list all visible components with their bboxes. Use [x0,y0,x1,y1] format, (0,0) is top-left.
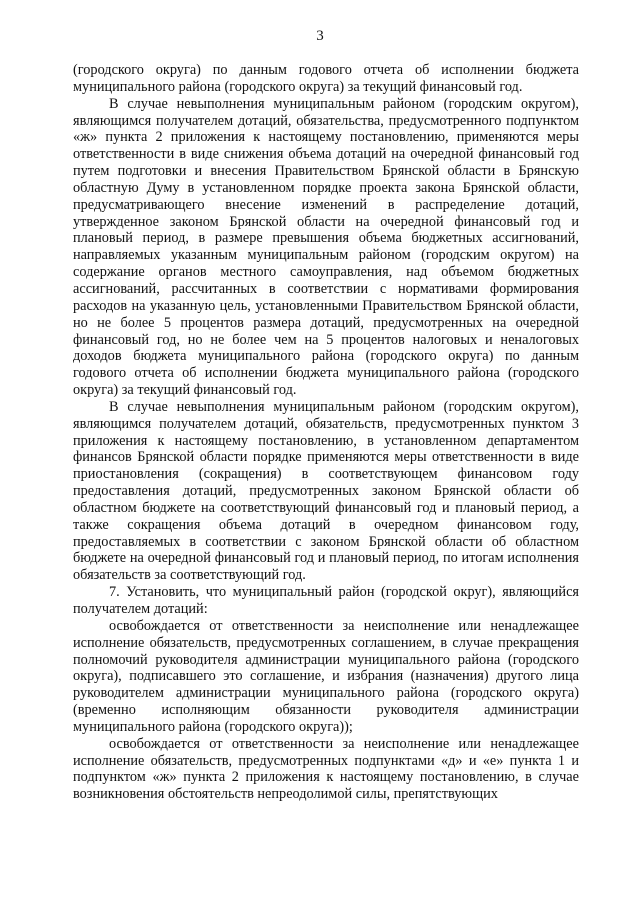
paragraph-exemption-force-majeure: освобождается от ответственности за неисполнение или ненадлежащее исполнение обязательств, предусмотренных подпунктами «д» и «е» пункта 1 и подпунктом «ж» пункта 2 приложения к настоящему постановлению, в случае возникновения обстоятельств непреодолимой силы, препятствующих [73,735,579,803]
paragraph-item-7: 7. Установить, что муниципальный район (городской округ), являющийся получателем дотаций: [73,584,579,617]
paragraph-responsibility-suspension: В случае невыполнения муниципальным районом (городским округом), являющимся получателем дотаций, обязательств, предусмотренных пунктом 3 приложения к настоящему постановлению, в установленном департаментом финансов Брянской области порядке применяются меры ответственности в виде приостановления (сокращения) в соответствующем финансовом году предоставления дотаций, предусмотренных законом Брянской области об областном бюджете на соответствующий финансовый год и плановый период, а также сокращения объема дотаций в очередном финансовом году, предоставляемых в соответствии с законом Брянской области об областном бюджете на очередной финансовый год и плановый период, по итогам исполнения обязательств за соответствующий год. [73,398,579,584]
paragraph-responsibility-reduction: В случае невыполнения муниципальным районом (городским округом), являющимся получателем дотаций, обязательства, предусмотренного подпунктом «ж» пункта 2 приложения к настоящему постановлению, применяются меры ответственности в виде снижения объема дотаций на очередной финансовый год путем подготовки и внесения Правительством Брянской области в Брянскую областную Думу в установленном порядке проекта закона Брянской области, предусматривающего внесение изменений в распределение дотаций, утвержденное законом Брянской области на очередной финансовый год и плановый период, в размере превышения объема бюджетных ассигнований, направляемых указанным муниципальным районом (городским округом) на содержание органов местного самоуправления, над объемом бюджетных ассигнований, рассчитанных в соответствии с нормативами формирования расходов на указанную цель, установленными Правительством Брянской области, но не более 5 процентов размера дотаций, предусмотренных на очередной финансовый год, но не более чем на 5 процентов налоговых и неналоговых доходов бюджета муниципального района (городского округа) по данным годового отчета об исполнении бюджета муниципального района (городского округа) за текущий финансовый год. [73,95,579,399]
page-number: 3 [316,28,324,44]
document-body [73,62,579,803]
paragraph-exemption-head-change: освобождается от ответственности за неисполнение или ненадлежащее исполнение обязательств, предусмотренных соглашением, в случае прекращения полномочий руководителя администрации муниципального района (городского округа), подписавшего это соглашение, и избрания (назначения) другого лица руководителем администрации муниципального района (городского округа) (временно исполняющим обязанности руководителя администрации муниципального района (городского округа)); [73,617,579,735]
paragraph-continuation: (городского округа) по данным годового отчета об исполнении бюджета муниципального района (городского округа) за текущий финансовый год. [73,62,579,95]
